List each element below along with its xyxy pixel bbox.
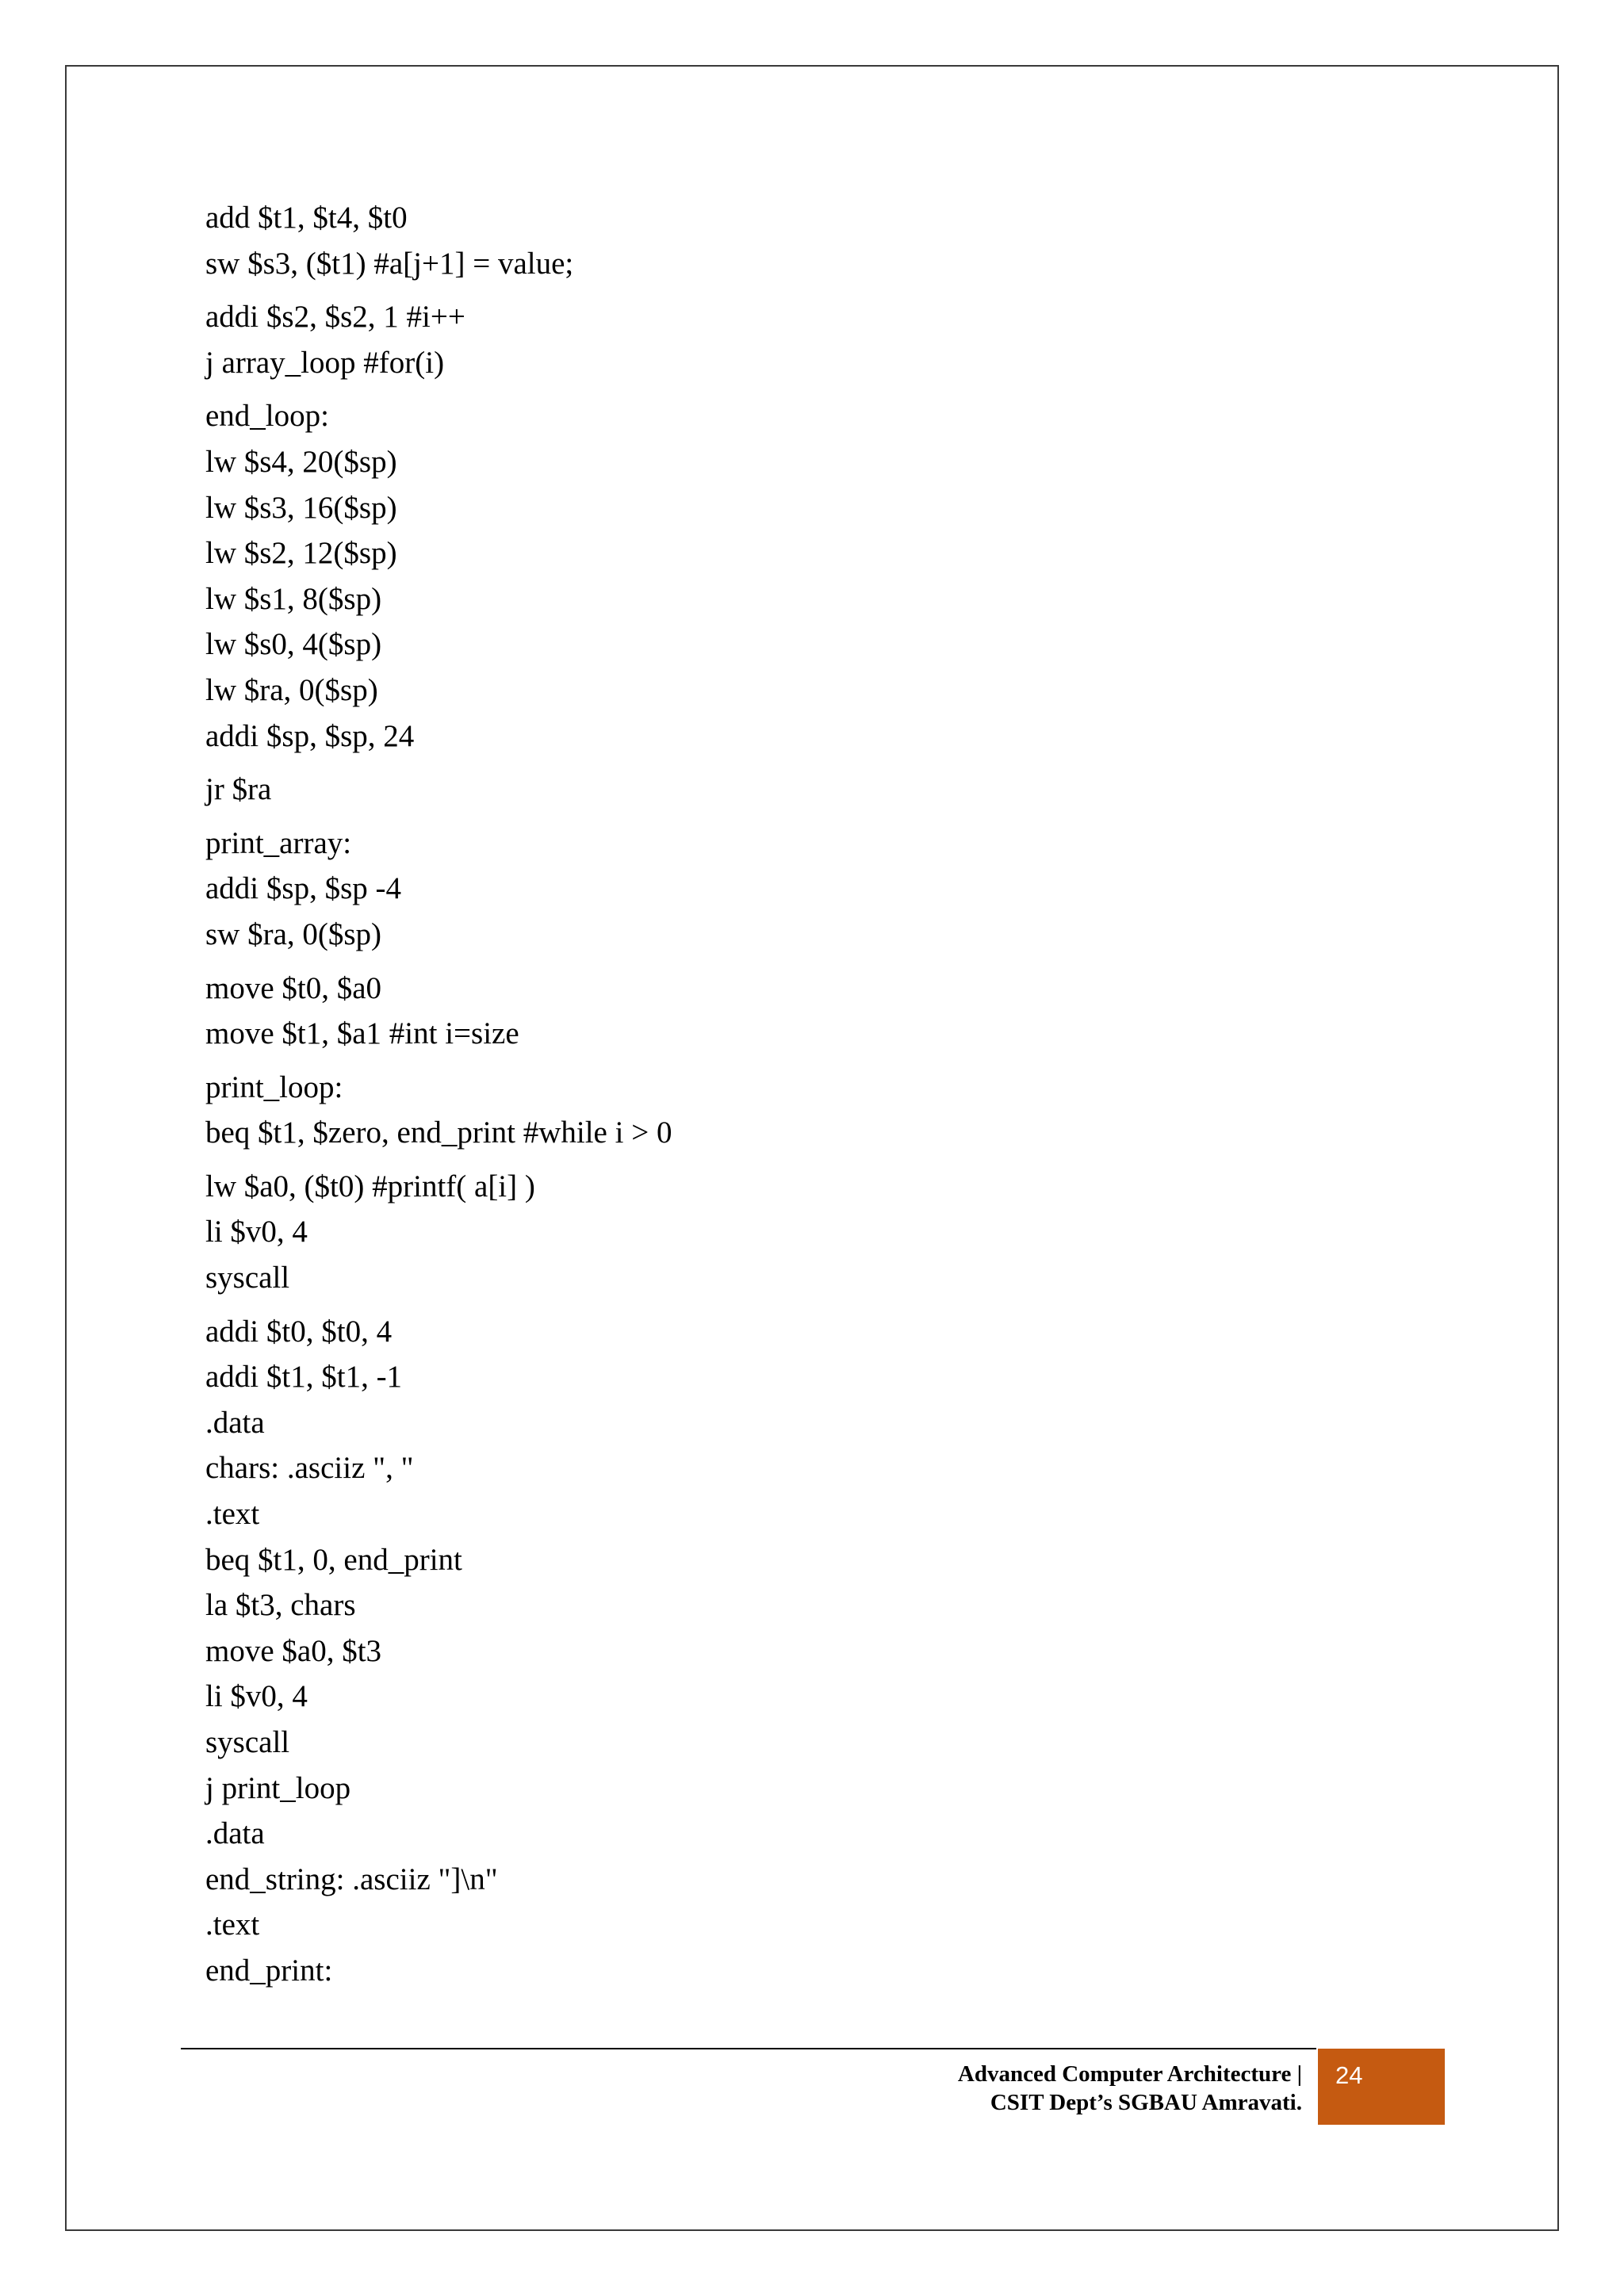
code-line: lw $s1, 8($sp) <box>205 581 382 616</box>
footer-caption <box>958 2060 1302 2117</box>
code-line: beq $t1, $zero, end_print #while i > 0 <box>205 1115 672 1150</box>
code-line: syscall <box>205 1725 290 1759</box>
code-line: .data <box>205 1816 265 1851</box>
footer-course-title: Advanced Computer Architecture | <box>957 2061 1302 2087</box>
code-line: end_string: .asciiz "]\n" <box>205 1862 498 1896</box>
code-line: move $t1, $a1 #int i=size <box>205 1016 519 1051</box>
code-line: print_array: <box>205 825 352 860</box>
code-line: addi $s2, $s2, 1 #i++ <box>205 300 465 335</box>
code-line: jr $ra <box>205 772 272 807</box>
code-line: chars: .asciiz ", " <box>205 1451 414 1486</box>
code-line: print_loop: <box>205 1070 343 1104</box>
code-line: .text <box>205 1497 260 1532</box>
footer-divider <box>181 2048 1316 2049</box>
code-line: la $t3, chars <box>205 1588 356 1623</box>
code-line: sw $ra, 0($sp) <box>205 916 382 951</box>
code-line: addi $t1, $t1, -1 <box>205 1360 403 1395</box>
code-line: lw $ra, 0($sp) <box>205 672 378 707</box>
code-line: lw $s2, 12($sp) <box>205 536 397 571</box>
code-line: move $t0, $a0 <box>205 970 382 1005</box>
code-line: j print_loop <box>205 1770 351 1805</box>
code-line: li $v0, 4 <box>205 1215 308 1249</box>
code-line: .text <box>205 1908 260 1942</box>
code-line: addi $sp, $sp -4 <box>205 871 401 906</box>
code-line: move $a0, $t3 <box>205 1633 382 1668</box>
code-line: end_print: <box>205 1953 333 1988</box>
code-line: syscall <box>205 1261 290 1295</box>
code-line: lw $a0, ($t0) #printf( a[i] ) <box>205 1169 535 1203</box>
code-line: end_loop: <box>205 399 329 434</box>
code-line: j array_loop #for(i) <box>205 345 445 380</box>
code-line: add $t1, $t4, $t0 <box>205 201 408 235</box>
code-line: lw $s4, 20($sp) <box>205 444 397 479</box>
code-line: beq $t1, 0, end_print <box>205 1542 462 1577</box>
page-number-badge <box>1318 2049 1445 2125</box>
code-line: .data <box>205 1405 265 1440</box>
code-line: lw $s3, 16($sp) <box>205 490 397 525</box>
code-line: lw $s0, 4($sp) <box>205 627 382 662</box>
page-number: 24 <box>1335 2061 1363 2089</box>
footer-department: CSIT Dept’s SGBAU Amravati. <box>990 2090 1302 2115</box>
code-line: addi $sp, $sp, 24 <box>205 718 415 753</box>
code-line: addi $t0, $t0, 4 <box>205 1314 393 1349</box>
code-line: li $v0, 4 <box>205 1679 308 1714</box>
code-line: sw $s3, ($t1) #a[j+1] = value; <box>205 246 574 281</box>
code-listing <box>205 195 1395 1994</box>
